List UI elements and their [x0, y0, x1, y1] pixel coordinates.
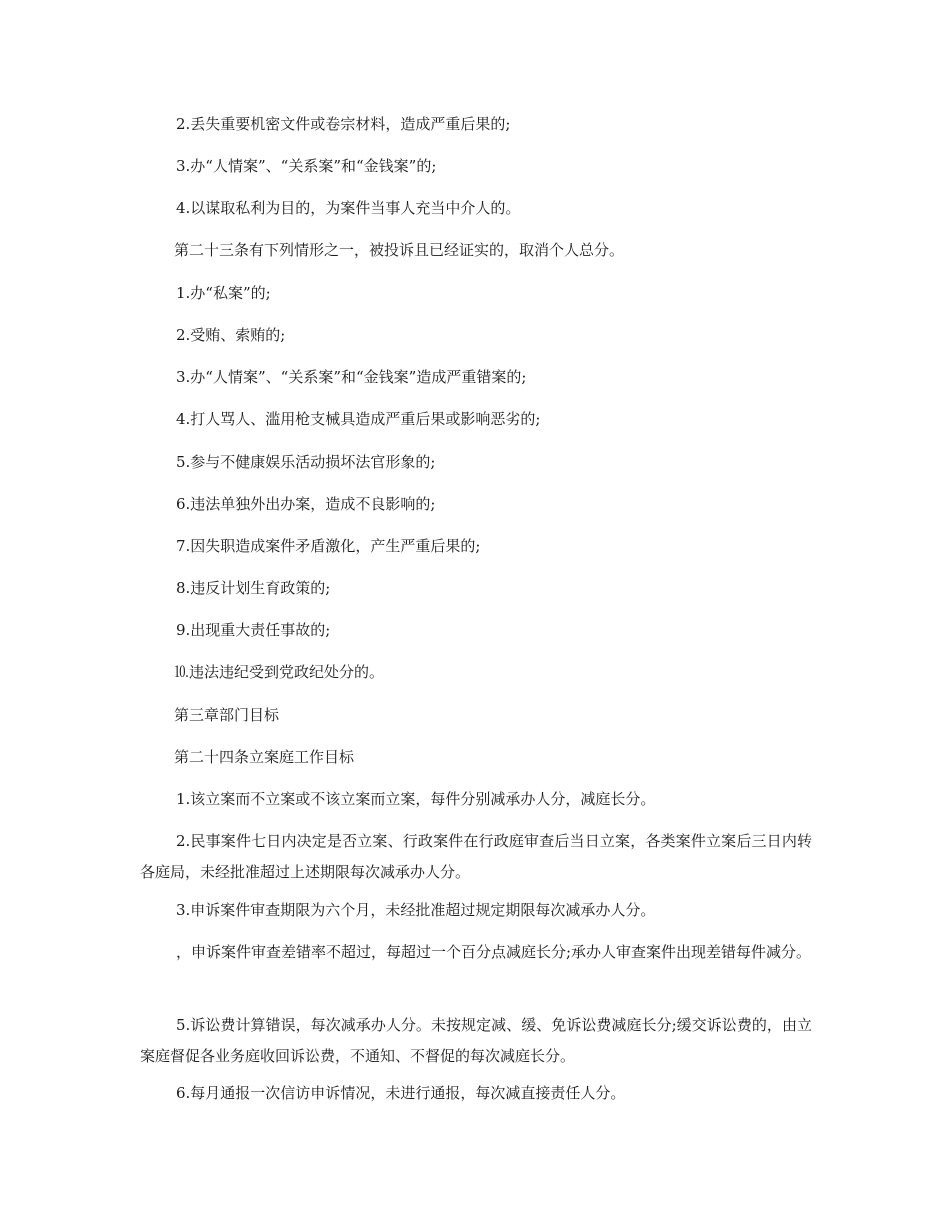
item-2-lose-documents: 2.丢失重要机密文件或卷宗材料，造成严重后果的; [176, 115, 511, 133]
item-1-private-case: 1.办“私案”的; [176, 284, 271, 302]
article-24-heading: 第二十四条立案庭工作目标 [174, 748, 355, 766]
item-10-discipline: ⒑违法违纪受到党政纪处分的。 [174, 663, 385, 681]
filing-item-6: 6.每月通报一次信访申诉情况，未进行通报，每次减直接责任人分。 [176, 1084, 626, 1102]
item-7-dereliction: 7.因失职造成案件矛盾激化，产生严重后果的; [176, 537, 481, 555]
filing-item-2: 2.民事案件七日内决定是否立案、行政案件在行政庭审查后当日立案，各类案件立案后三日内转各庭局，未经批准超过上述期限每次减承办人分。 [140, 832, 812, 881]
item-8-family-planning: 8.违反计划生育政策的; [176, 579, 331, 597]
item-5-entertainment: 5.参与不健康娱乐活动损坏法官形象的; [176, 453, 436, 471]
filing-item-3: 3.申诉案件审查期限为六个月，未经批准超过规定期限每次减承办人分。 [176, 901, 656, 919]
item-9-accident: 9.出现重大责任事故的; [176, 621, 331, 639]
filing-item-1: 1.该立案而不立案或不该立案而立案，每件分别减承办人分，减庭长分。 [176, 790, 656, 808]
chapter-3-heading: 第三章部门目标 [174, 706, 280, 724]
item-4-violence: 4.打人骂人、滥用枪支械具造成严重后果或影响恶劣的; [176, 410, 541, 428]
item-3-favor-cases: 3.办“人情案”、“关系案”和“金钱案”的; [176, 157, 437, 175]
item-6-solo-investigation: 6.违法单独外出办案，造成不良影响的; [176, 495, 436, 513]
filing-item-4: ，申诉案件审查差错率不超过，每超过一个百分点减庭长分;承办人审查案件出现差错每件减分。 [176, 943, 812, 961]
item-3-serious-misjudgment: 3.办“人情案”、“关系案”和“金钱案”造成严重错案的; [176, 368, 527, 386]
filing-item-5: 5.诉讼费计算错误，每次减承办人分。未按规定减、缓、免诉讼费减庭长分;缓交诉讼费的，由立案庭督促各业务庭收回诉讼费，不通知、不督促的每次减庭长分。 [140, 1016, 812, 1065]
article-23-heading: 第二十三条有下列情形之一，被投诉且已经证实的，取消个人总分。 [174, 241, 625, 259]
item-4-intermediary: 4.以谋取私利为目的，为案件当事人充当中介人的。 [176, 199, 521, 217]
item-2-bribery: 2.受贿、索贿的; [176, 326, 286, 344]
